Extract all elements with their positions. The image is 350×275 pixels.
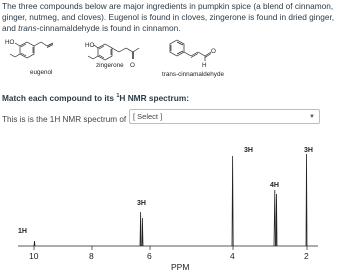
eugenol-label: eugenol <box>30 69 53 76</box>
integration-3h-methyl: 3H <box>304 147 313 154</box>
cinnamaldehyde-o-label: O <box>211 48 216 55</box>
compound-select[interactable] <box>129 109 320 124</box>
match-heading <box>2 93 189 103</box>
compound-structures <box>0 36 350 86</box>
question-row <box>2 112 126 126</box>
tick-4: 4 <box>230 251 235 261</box>
heading-after: H NMR spectrum: <box>119 93 189 103</box>
eugenol-structure <box>10 42 53 58</box>
peak-6.8ppm-b <box>142 218 143 246</box>
tick-2: 2 <box>304 251 309 261</box>
peak-3.8ppm <box>232 156 233 246</box>
intro-text-1: The three compounds below are major ingredients in pumpkin spice (a blend of cinnamon, ginger, nutmeg, and cloves). Eugenol is found in cloves, zingerone is found in dried ginger, and <box>2 1 335 34</box>
cinnamaldehyde-h-label: H <box>202 62 207 69</box>
tick-8: 8 <box>89 251 94 261</box>
chevron-down-icon: ▼ <box>309 113 315 120</box>
cinnamaldehyde-structure <box>170 40 211 61</box>
peak-10ppm <box>34 241 35 246</box>
x-axis-label: PPM <box>171 262 190 272</box>
integration-1h: 1H <box>18 228 27 235</box>
question-prefix: This is is the 1H NMR spectrum of <box>2 114 127 124</box>
zingerone-o-label: O <box>130 62 135 69</box>
intro-text-italic: trans <box>18 23 37 34</box>
tick-10: 10 <box>29 251 39 261</box>
integration-3h-methoxy: 3H <box>244 147 253 154</box>
tick-6: 6 <box>147 251 152 261</box>
select-placeholder: [ Select ] <box>133 112 163 121</box>
zingerone-label: zingerone <box>96 62 124 69</box>
intro-text-2: -cinnamaldehyde is found in cinnamon. <box>36 23 181 34</box>
peak-2.1ppm <box>306 154 307 246</box>
heading-text: Match each compound to its <box>2 93 117 103</box>
zingerone-structure <box>88 44 139 60</box>
cinnamaldehyde-label: trans-cinnamaldehyde <box>162 71 224 78</box>
question-intro <box>2 1 348 35</box>
eugenol-ho-label: HO <box>5 39 15 46</box>
peak-6.8ppm-a <box>140 212 141 246</box>
peak-2.7ppm-b <box>276 194 277 246</box>
peak-2.7ppm <box>274 190 275 246</box>
heading-sup: 1 <box>116 93 120 100</box>
integration-3h-aromatic: 3H <box>137 200 146 207</box>
nmr-spectrum <box>0 138 350 275</box>
zingerone-ho-label: HO <box>85 42 95 49</box>
integration-4h: 4H <box>270 182 279 189</box>
